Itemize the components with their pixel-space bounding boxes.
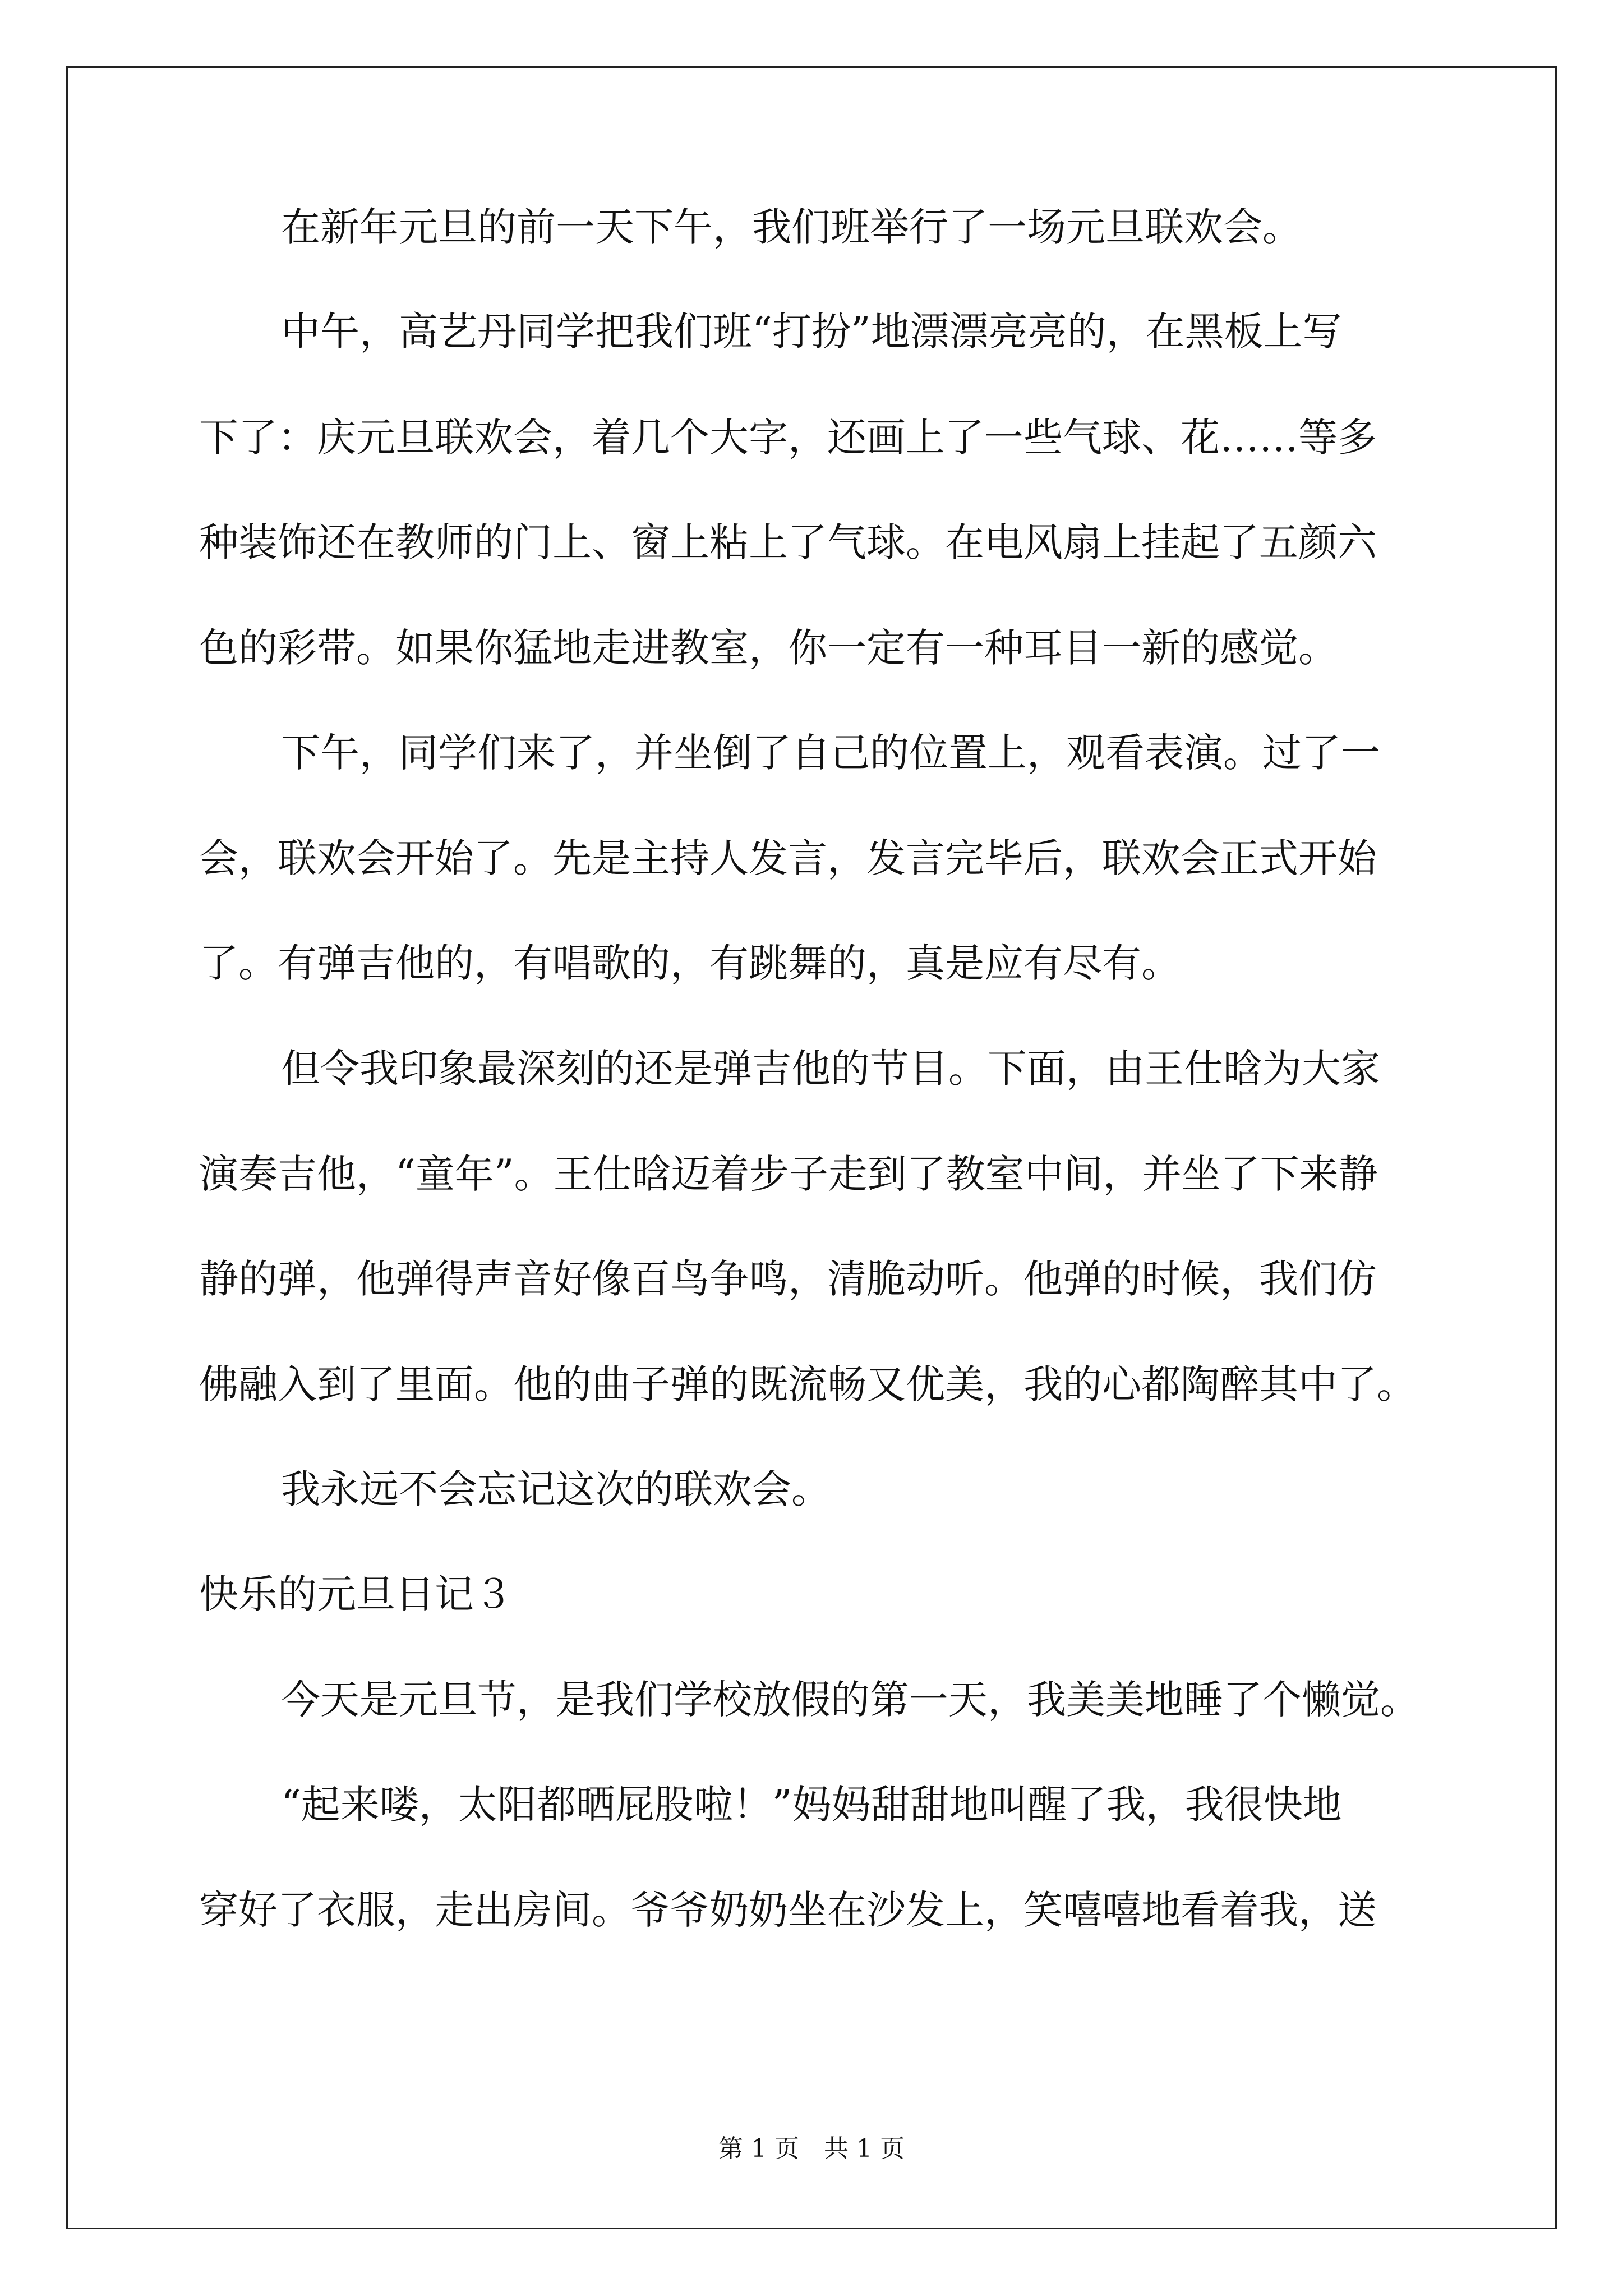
text-line: 我永远不会忘记这次的联欢会。	[281, 1466, 831, 1512]
text-line: 中午，高艺丹同学把我们班“打扮”地漂漂亮亮的，在黑板上写	[281, 309, 1342, 355]
text-line: 在新年元旦的前一天下午，我们班举行了一场元旦联欢会。	[281, 204, 1302, 250]
text-line: 会，联欢会开始了。先是主持人发言，发言完毕后，联欢会正式开始	[199, 835, 1377, 881]
text-line: 下午，同学们来了，并坐倒了自己的位置上，观看表演。过了一	[281, 730, 1380, 776]
text-line: 但令我印象最深刻的还是弹吉他的节目。下面，由王仕晗为大家	[281, 1046, 1380, 1092]
text-line: 佛融入到了里面。他的曲子弹的既流畅又优美，我的心都陶醉其中了。	[199, 1361, 1416, 1407]
text-line: 今天是元旦节，是我们学校放假的第一天，我美美地睡了个懒觉。	[281, 1677, 1419, 1723]
text-line: 色的彩带。如果你猛地走进教室，你一定有一种耳目一新的感觉。	[199, 625, 1338, 671]
text-line: 演奏吉他，“童年”。王仕晗迈着步子走到了教室中间，并坐了下来静	[199, 1151, 1378, 1197]
text-line: 了。有弹吉他的，有唱歌的，有跳舞的，真是应有尽有。	[199, 940, 1181, 986]
text-line: 穿好了衣服，走出房间。爷爷奶奶坐在沙发上，笑嘻嘻地看着我，送	[199, 1887, 1377, 1933]
text-line: 下了：庆元旦联欢会，着几个大字，还画上了一些气球、花……等多	[199, 415, 1377, 461]
text-line: 静的弹，他弹得声音好像百鸟争鸣，清脆动听。他弹的时候，我们仿	[199, 1256, 1377, 1302]
page-footer: 第 1 页 共 1 页	[718, 2134, 905, 2163]
text-line: “起来喽，太阳都晒屁股啦！”妈妈甜甜地叫醒了我，我很快地	[281, 1782, 1342, 1828]
text-line: 种装饰还在教师的门上、窗上粘上了气球。在电风扇上挂起了五颜六	[199, 519, 1377, 565]
section-heading: 快乐的元旦日记３	[199, 1571, 513, 1617]
